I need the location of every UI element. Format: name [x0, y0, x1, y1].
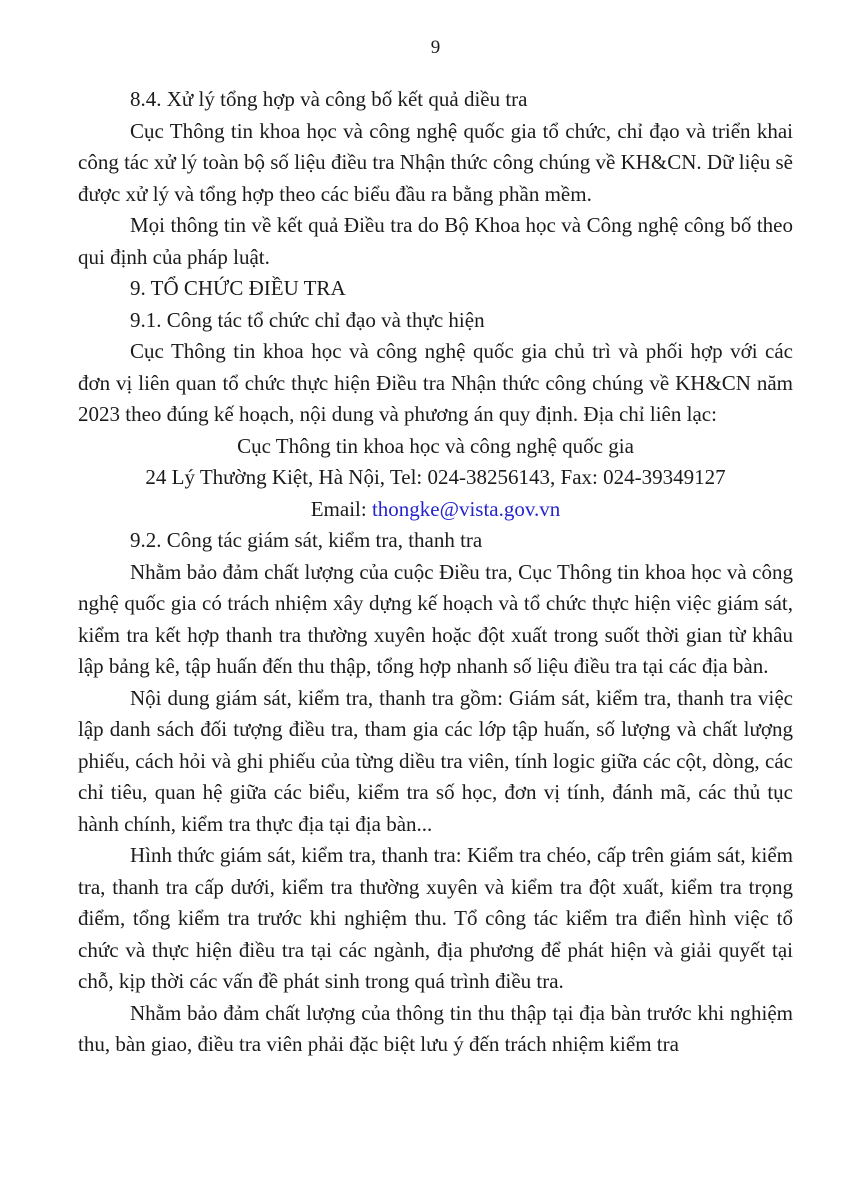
paragraph-supervision-plan: Nhằm bảo đảm chất lượng của cuộc Điều tra, Cục Thông tin khoa học và công nghệ quốc gia có trách nhiệm xây dựng kế hoạch và tổ chức thực hiện việc giám sát, kiểm tra kết hợp thanh tra thường xuyên hoặc đột xuất trong suốt thời gian từ khâu lập bảng kê, tập huấn đến thu thập, tổng hợp nhanh số liệu điều tra tại các địa bàn. [78, 559, 793, 678]
page-number: 9 [430, 37, 441, 58]
paragraph-supervision-methods: Hình thức giám sát, kiểm tra, thanh tra: Kiểm tra chéo, cấp trên giám sát, kiểm tra, thanh tra cấp dưới, kiểm tra thường xuyên và kiểm tra đột xuất, kiểm tra trọng điểm, tổng kiểm tra trước khi nghiệm thu. Tổ công tác kiểm tra điển hình việc tổ chức và thực hiện điều tra tại các ngành, địa phương để phát hiện và giải quyết tại chỗ, kịp thời các vấn đề phát sinh trong quá trình điều tra. [78, 843, 793, 993]
email-link[interactable]: thongke@vista.gov.vn [371, 496, 561, 521]
paragraph-organization: Cục Thông tin khoa học và công nghệ quốc gia chủ trì và phối hợp với các đơn vị liên quan tổ chức thực hiện Điều tra Nhận thức công chúng về KH&CN năm 2023 theo đúng kế hoạch, nội dung và phương án quy định. Địa chỉ liên lạc: [78, 339, 793, 426]
contact-address-line: 24 Lý Thường Kiệt, Hà Nội, Tel: 024-38256143, Fax: 024-39349127 [145, 465, 726, 489]
contact-email-line [78, 494, 793, 526]
document-body [78, 84, 793, 1061]
section-heading-9-2: 9.2. Công tác giám sát, kiểm tra, thanh tra [130, 528, 483, 552]
paragraph-quality-assurance: Nhằm bảo đảm chất lượng của thông tin thu thập tại địa bàn trước khi nghiệm thu, bàn giao, điều tra viên phải đặc biệt lưu ý đến trách nhiệm kiểm tra [78, 1000, 793, 1056]
paragraph-data-processing: Cục Thông tin khoa học và công nghệ quốc gia tổ chức, chỉ đạo và triển khai công tác xử lý toàn bộ số liệu điều tra Nhận thức công chúng về KH&CN. Dữ liệu sẽ được xử lý và tổng hợp theo các biểu đầu ra bằng phần mềm. [78, 118, 793, 206]
section-heading-8-4: 8.4. Xử lý tổng hợp và công bố kết quả diều tra [130, 87, 528, 111]
paragraph-supervision-content: Nội dung giám sát, kiểm tra, thanh tra gồm: Giám sát, kiểm tra, thanh tra việc lập danh sách đối tượng điều tra, tham gia các lớp tập huấn, số lượng và chất lượng phiếu, cách hỏi và ghi phiếu của từng diều tra viên, tính logic giữa các cột, dòng, các chỉ tiêu, quan hệ giữa các biểu, kiểm tra số học, đơn vị tính, đánh mã, các thủ tục hành chính, kiểm tra thực địa tại địa bàn... [78, 685, 793, 836]
email-label: Email: [310, 496, 372, 521]
section-heading-9: 9. TỔ CHỨC ĐIỀU TRA [130, 276, 346, 300]
paragraph-result-publication: Mọi thông tin về kết quả Điều tra do Bộ Khoa học và Công nghệ công bố theo qui định của pháp luật. [78, 213, 793, 269]
contact-org-line: Cục Thông tin khoa học và công nghệ quốc gia [237, 433, 634, 458]
section-heading-9-1: 9.1. Công tác tổ chức chỉ đạo và thực hiện [130, 307, 485, 332]
